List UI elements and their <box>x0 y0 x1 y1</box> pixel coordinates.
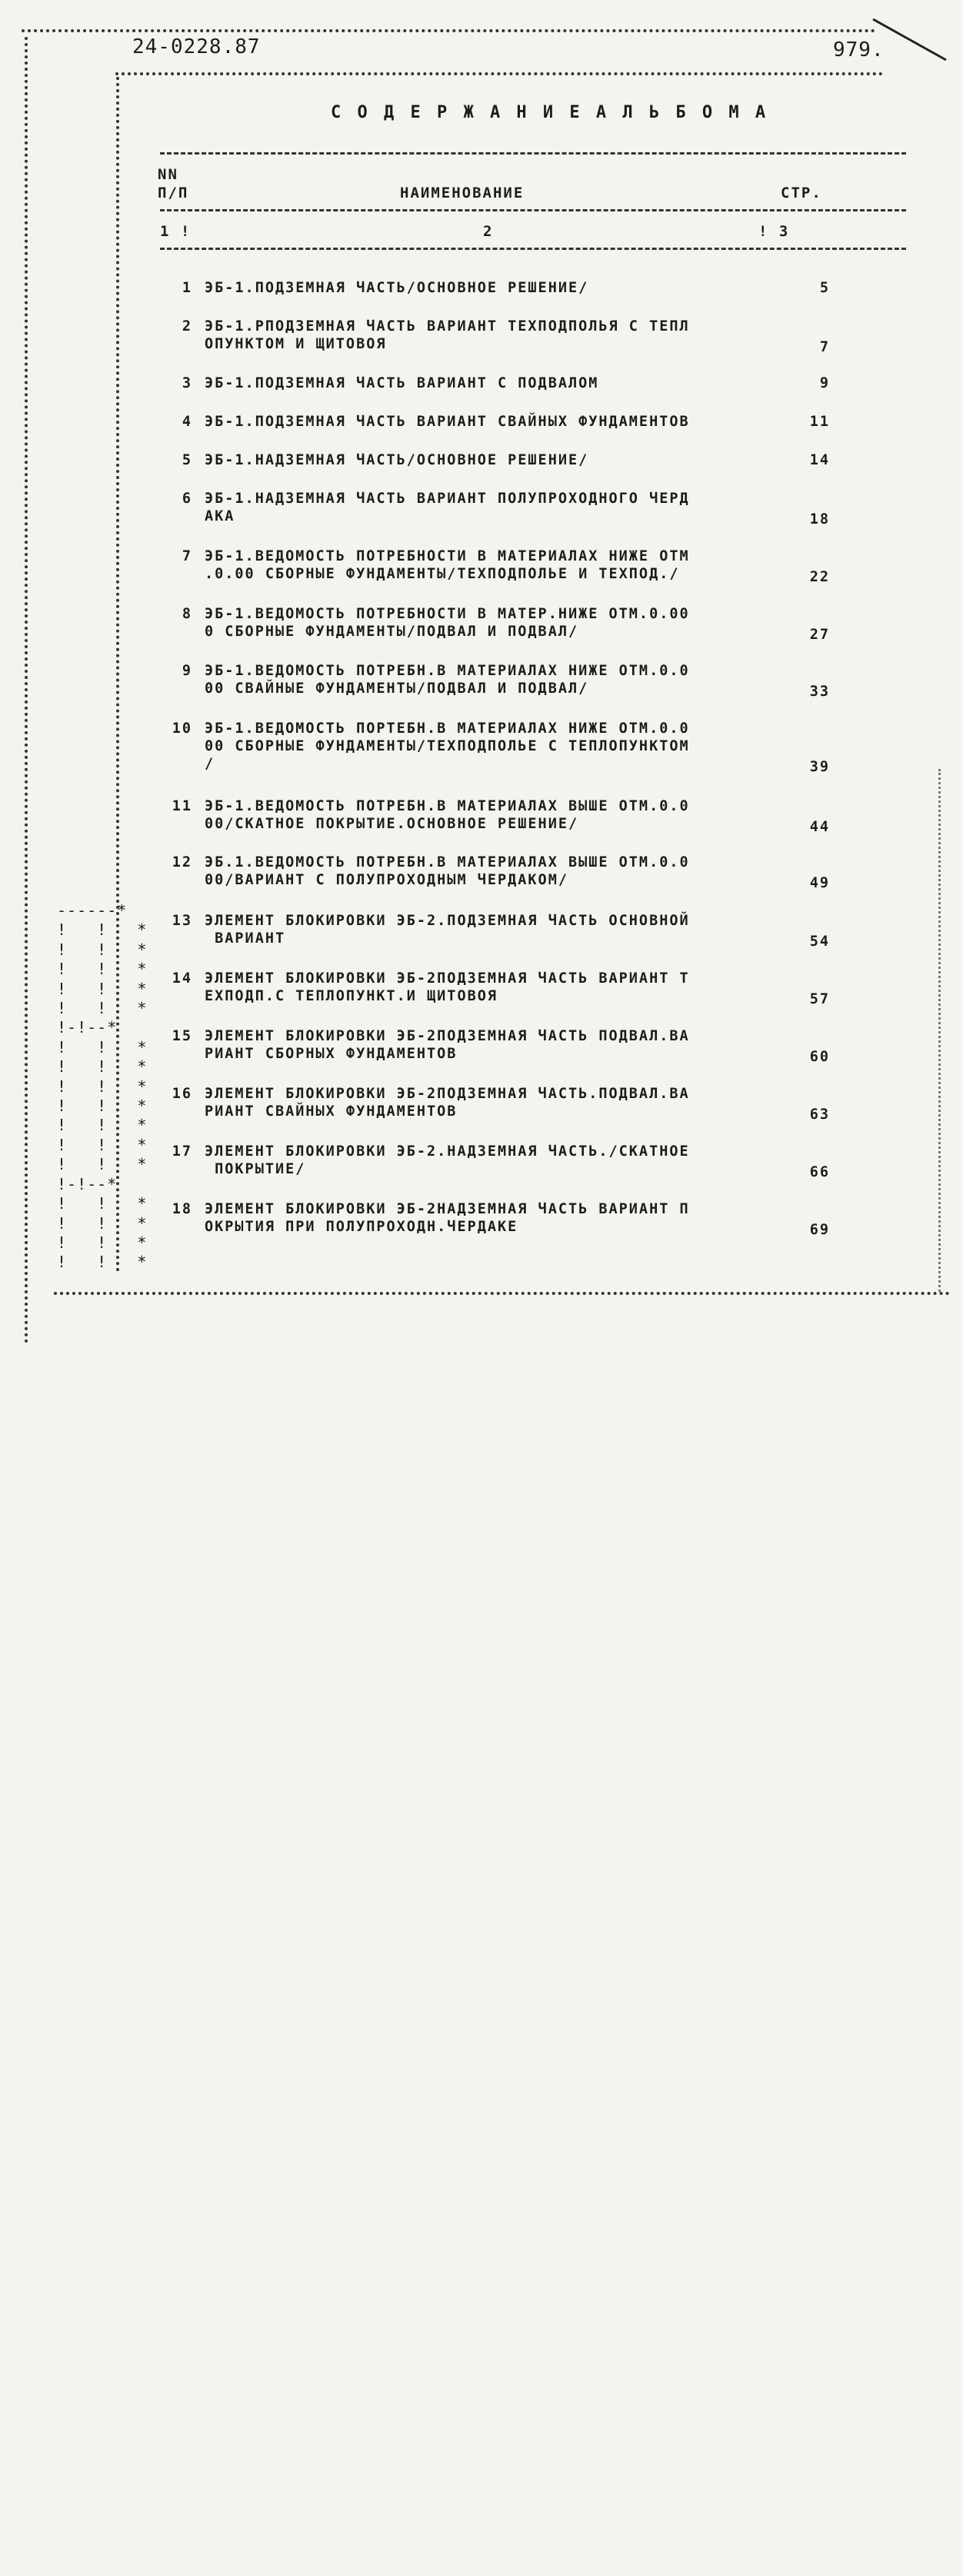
entry-page-number: 22 <box>809 569 830 585</box>
album-contents-title: С О Д Е Р Ж А Н И Е А Л Ь Б О М А <box>331 103 768 122</box>
entry-number: 2 <box>182 318 192 334</box>
column-header-pp: П/П <box>158 185 189 201</box>
entry-number: 8 <box>182 606 192 622</box>
entry-number: 16 <box>172 1086 192 1102</box>
header-rule-bottom <box>160 248 906 250</box>
entry-page-number: 18 <box>809 511 830 528</box>
entry-page-number: 49 <box>809 875 830 891</box>
entry-page-number: 14 <box>809 452 830 468</box>
column-index-2: 2 <box>483 223 494 240</box>
entry-page-number: 60 <box>809 1049 830 1065</box>
entry-title-line: 00/ВАРИАНТ С ПОЛУПРОХОДНЫМ ЧЕРДАКОМ/ <box>205 872 568 888</box>
outer-border-right <box>938 769 941 1292</box>
entry-number: 15 <box>172 1028 192 1044</box>
header-rule-middle <box>160 209 906 211</box>
entry-page-number: 44 <box>809 819 830 835</box>
entry-title-line: 00 СВАЙНЫЕ ФУНДАМЕНТЫ/ПОДВАЛ И ПОДВАЛ/ <box>205 681 589 697</box>
entry-page-number: 27 <box>809 627 830 643</box>
entry-page-number: 7 <box>819 339 830 355</box>
entry-number: 5 <box>182 452 192 468</box>
entry-title-line: ПОКРЫТИЕ/ <box>205 1161 306 1177</box>
entry-page-number: 66 <box>809 1164 830 1180</box>
entry-title-line: ЕХПОДП.С ТЕПЛОПУНКТ.И ЩИТОВОЯ <box>205 988 498 1004</box>
entry-title-line: ЭЛЕМЕНТ БЛОКИРОВКИ ЭБ-2ПОДЗЕМНАЯ ЧАСТЬ ПОДВАЛ.ВА <box>205 1028 690 1044</box>
inner-border-top <box>115 72 883 75</box>
entry-number: 7 <box>182 548 192 564</box>
column-index-3: ! 3 <box>758 223 790 240</box>
entry-number: 1 <box>182 280 192 296</box>
page-number-mark: 979. <box>833 38 885 62</box>
entry-title-line: .0.00 СБОРНЫЕ ФУНДАМЕНТЫ/ТЕХПОДПОЛЬЕ И ТЕХПОД./ <box>205 566 680 582</box>
entry-title-line: / <box>205 756 215 772</box>
entry-page-number: 63 <box>809 1107 830 1123</box>
entry-page-number: 57 <box>809 991 830 1007</box>
entry-number: 4 <box>182 414 192 430</box>
corner-slash-mark <box>869 15 954 77</box>
entry-number: 14 <box>172 970 192 987</box>
entry-title-line: 00/СКАТНОЕ ПОКРЫТИЕ.ОСНОВНОЕ РЕШЕНИЕ/ <box>205 816 579 832</box>
column-header-page: СТР. <box>781 185 822 201</box>
entry-title-line: ЭБ-1.НАДЗЕМНАЯ ЧАСТЬ/ОСНОВНОЕ РЕШЕНИЕ/ <box>205 452 589 468</box>
entry-title-line: ЭЛЕМЕНТ БЛОКИРОВКИ ЭБ-2ПОДЗЕМНАЯ ЧАСТЬ ВАРИАНТ Т <box>205 970 690 987</box>
side-bracket-marks: ------* ! ! * ! ! * ! ! * ! ! * ! ! * !-!--* ! ! * ! ! * ! ! * ! ! * ! ! * ! ! * ! ! * !-!--* ! ! * ! ! * ! ! * ! ! * <box>57 901 148 1272</box>
entry-title-line: ЭБ-1.НАДЗЕМНАЯ ЧАСТЬ ВАРИАНТ ПОЛУПРОХОДНОГО ЧЕРД <box>205 491 690 507</box>
entry-page-number: 69 <box>809 1222 830 1238</box>
column-header-nn: NN <box>158 166 178 183</box>
outer-border-top <box>22 29 875 32</box>
entry-title-line: ЭЛЕМЕНТ БЛОКИРОВКИ ЭБ-2ПОДЗЕМНАЯ ЧАСТЬ.ПОДВАЛ.ВА <box>205 1086 690 1102</box>
entry-page-number: 5 <box>819 280 830 296</box>
entry-number: 18 <box>172 1201 192 1217</box>
entry-title-line: ЭБ-1.ВЕДОМОСТЬ ПОТРЕБНОСТИ В МАТЕРИАЛАХ НИЖЕ ОТМ <box>205 548 690 564</box>
entry-page-number: 9 <box>819 375 830 391</box>
entry-title-line: ЭЛЕМЕНТ БЛОКИРОВКИ ЭБ-2.НАДЗЕМНАЯ ЧАСТЬ./СКАТНОЕ <box>205 1143 690 1160</box>
entry-title-line: ЭЛЕМЕНТ БЛОКИРОВКИ ЭБ-2НАДЗЕМНАЯ ЧАСТЬ ВАРИАНТ П <box>205 1201 690 1217</box>
entry-title-line: АКА <box>205 508 235 524</box>
entry-title-line: ВАРИАНТ <box>205 930 286 947</box>
entry-number: 13 <box>172 913 192 929</box>
entry-title-line: РИАНТ СВАЙНЫХ ФУНДАМЕНТОВ <box>205 1103 458 1120</box>
entry-page-number: 33 <box>809 684 830 700</box>
entry-title-line: ЭЛЕМЕНТ БЛОКИРОВКИ ЭБ-2.ПОДЗЕМНАЯ ЧАСТЬ ОСНОВНОЙ <box>205 913 690 929</box>
entry-page-number: 39 <box>809 759 830 775</box>
entry-title-line: ОКРЫТИЯ ПРИ ПОЛУПРОХОДН.ЧЕРДАКЕ <box>205 1219 518 1235</box>
entry-title-line: 00 СБОРНЫЕ ФУНДАМЕНТЫ/ТЕХПОДПОЛЬЕ С ТЕПЛОПУНКТОМ <box>205 738 690 754</box>
entry-number: 10 <box>172 721 192 737</box>
entry-title-line: ЭБ-1.ВЕДОМОСТЬ ПОТРЕБН.В МАТЕРИАЛАХ ВЫШЕ ОТМ.0.0 <box>205 798 690 814</box>
entry-number: 17 <box>172 1143 192 1160</box>
entry-title-line: ЭБ-1.ВЕДОМОСТЬ ПОТРЕБНОСТИ В МАТЕР.НИЖЕ ОТМ.0.00 <box>205 606 690 622</box>
column-header-name: НАИМЕНОВАНИЕ <box>400 185 525 201</box>
entry-title-line: РИАНТ СБОРНЫХ ФУНДАМЕНТОВ <box>205 1046 458 1062</box>
entry-number: 9 <box>182 663 192 679</box>
column-index-1: 1 ! <box>160 223 192 240</box>
entry-title-line: ЭБ-1.ВЕДОМОСТЬ ПОРТЕБН.В МАТЕРИАЛАХ НИЖЕ ОТМ.0.0 <box>205 721 690 737</box>
entry-title-line: ЭБ-1.ПОДЗЕМНАЯ ЧАСТЬ ВАРИАНТ СВАЙНЫХ ФУНДАМЕНТОВ <box>205 414 690 430</box>
entry-title-line: 0 СБОРНЫЕ ФУНДАМЕНТЫ/ПОДВАЛ И ПОДВАЛ/ <box>205 624 579 640</box>
document-number: 24-0228.87 <box>132 35 261 58</box>
header-rule-top <box>160 152 906 155</box>
entry-title-line: ЭБ-1.ПОДЗЕМНАЯ ЧАСТЬ/ОСНОВНОЕ РЕШЕНИЕ/ <box>205 280 589 296</box>
entry-title-line: ОПУНКТОМ И ЩИТОВОЯ <box>205 336 387 352</box>
entry-page-number: 54 <box>809 934 830 950</box>
entry-page-number: 11 <box>809 414 830 430</box>
entry-title-line: ЭБ-1.ВЕДОМОСТЬ ПОТРЕБН.В МАТЕРИАЛАХ НИЖЕ ОТМ.0.0 <box>205 663 690 679</box>
entry-title-line: ЭБ.1.ВЕДОМОСТЬ ПОТРЕБН.В МАТЕРИАЛАХ ВЫШЕ ОТМ.0.0 <box>205 854 690 870</box>
entry-number: 11 <box>172 798 192 814</box>
entry-number: 6 <box>182 491 192 507</box>
entry-number: 12 <box>172 854 192 870</box>
entry-number: 3 <box>182 375 192 391</box>
outer-border-left <box>25 37 28 1344</box>
entry-title-line: ЭБ-1.ПОДЗЕМНАЯ ЧАСТЬ ВАРИАНТ С ПОДВАЛОМ <box>205 375 599 391</box>
entry-title-line: ЭБ-1.РПОДЗЕМНАЯ ЧАСТЬ ВАРИАНТ ТЕХПОДПОЛЬЯ С ТЕПЛ <box>205 318 690 334</box>
